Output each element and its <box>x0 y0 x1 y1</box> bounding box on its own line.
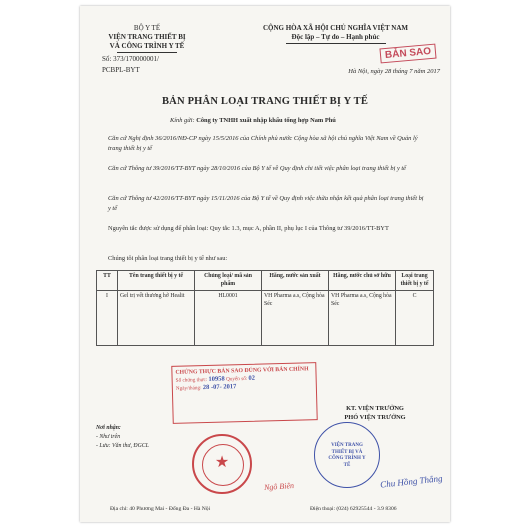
cert-date-label: Ngày/tháng: <box>175 385 202 392</box>
table-header-row <box>97 271 434 291</box>
footer-phone: Điện thoại: (024) 62925544 - 3.9 8306 <box>310 506 397 512</box>
classification-principle: Nguyên tắc được sử dụng để phân loại: Quy tắc 1.3, mục A, phần II, phụ lục I của Thông tư 39/2016/TT-BYT <box>108 225 389 232</box>
table-row <box>97 291 434 346</box>
star-icon: ★ <box>214 454 230 471</box>
header-product-code: Chủng loại/ mã sản phẩm <box>195 271 262 291</box>
header-device-name: Tên trang thiết bị y tế <box>118 271 195 291</box>
recipients-list <box>96 424 149 451</box>
cell-device-name: Gel trị vết thương hở Healit <box>118 291 195 346</box>
country-name: CỘNG HÒA XÃ HỘI CHỦ NGHĨA VIỆT NAM <box>262 24 408 32</box>
header-tt: TT <box>97 271 118 291</box>
cell-product-code: HL0001 <box>195 291 262 346</box>
signature-block <box>305 404 445 422</box>
copy-stamp: BẢN SAO <box>379 44 436 64</box>
recipient-item: - Như trên <box>96 434 121 440</box>
blue-signature: Chu Hồng Thắng <box>379 473 443 490</box>
cert-number-value: 10958 <box>208 375 225 383</box>
classification-intro: Chúng tôi phân loại trang thiết bị y tế như sau: <box>108 255 228 262</box>
recipient-item: - Lưu: Văn thư, ĐGCL <box>96 443 149 449</box>
document-page <box>80 6 450 522</box>
classification-table <box>96 270 434 346</box>
signer-title-kt: KT. VIỆN TRƯỞNG <box>346 405 404 412</box>
header-owner: Hãng, nước chủ sở hữu <box>329 271 396 291</box>
institute-name-2: VÀ CÔNG TRÌNH Y TẾ <box>109 42 185 50</box>
legal-basis-3: Căn cứ Thông tư 42/2016/TT-BYT ngày 15/11/2016 của Bộ Y tế về Quy định việc thừa nhận kết quả phân loại trang thiết bị y tế <box>108 195 424 212</box>
footer-address: Địa chỉ: 40 Phương Mai - Đống Đa - Hà Nội <box>110 506 211 512</box>
certification-stamp <box>171 362 317 424</box>
book-number-value: 02 <box>248 374 256 382</box>
doc-number-2: PCBPL-BYT <box>102 66 140 74</box>
cert-date-value: 28 -07- 2017 <box>202 383 237 392</box>
recipient-line <box>170 116 336 126</box>
institute-seal <box>314 422 380 488</box>
ministry-name: BỘ Y TẾ <box>133 24 161 32</box>
document-date: Hà Nội, ngày 28 tháng 7 năm 2017 <box>348 68 440 75</box>
doc-number-1: Số: 373/170000001/ <box>102 55 159 63</box>
header-left-underline <box>117 52 177 53</box>
recipient-company: Công ty TNHH xuất nhập khẩu tổng hợp Nam Phú <box>196 117 336 124</box>
cell-class: C <box>396 291 434 346</box>
institute-name-1: VIỆN TRANG THIẾT BỊ <box>108 33 186 41</box>
cell-owner: VH Pharma a.s, Cộng hòa Séc <box>329 291 396 346</box>
red-signature: Ngô Biên <box>263 480 295 493</box>
red-official-seal <box>192 434 252 494</box>
national-motto: Độc lập – Tự do – Hạnh phúc <box>291 33 380 41</box>
motto-underline <box>286 43 386 44</box>
header-class: Loại trang thiết bị y tế <box>396 271 434 291</box>
header-left <box>92 24 202 75</box>
signer-title-pho: PHÓ VIỆN TRƯỞNG <box>344 414 406 421</box>
cert-number-label: Số chứng thực: <box>175 376 208 384</box>
legal-basis-2: Căn cứ Thông tư 39/2016/TT-BYT ngày 28/10/2016 của Bộ Y tế về Quy định chi tiết việc phân loại trang thiết bị y tế <box>108 165 407 172</box>
header-right <box>228 24 443 44</box>
document-title: BẢN PHÂN LOẠI TRANG THIẾT BỊ Y TẾ <box>161 96 369 107</box>
certification-heading: CHỨNG THỰC BẢN SAO ĐÚNG VỚI BẢN CHÍNH <box>175 366 309 376</box>
institute-seal-text: VIỆN TRANG THIẾT BỊ VÀ CÔNG TRÌNH Y TẾ <box>328 443 366 468</box>
recipient-label: Kính gửi: <box>170 117 195 124</box>
cell-tt: I <box>97 291 118 346</box>
recipients-label: Nơi nhận: <box>96 425 121 431</box>
book-number-label: Quyển số: <box>225 375 248 383</box>
header-manufacturer: Hãng, nước sản xuất <box>262 271 329 291</box>
legal-basis-1: Căn cứ Nghị định 36/2016/NĐ-CP ngày 15/5/2016 của Chính phủ nước Cộng hòa xã hội chủ nghĩa Việt Nam về Quản lý trang thiết bị y tế <box>108 135 418 152</box>
cell-manufacturer: VH Pharma a.s, Cộng hòa Séc <box>262 291 329 346</box>
